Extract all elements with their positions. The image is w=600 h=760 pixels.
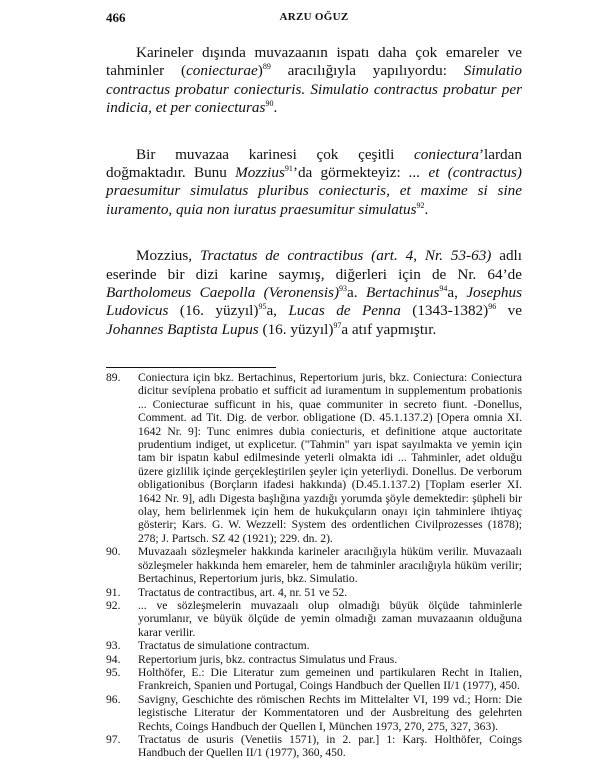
text-run: Mozzius, [136, 247, 200, 265]
footnote-number: 97. [106, 732, 121, 746]
footnote-marker[interactable]: 91 [284, 164, 293, 174]
footnote [106, 545, 522, 585]
italic-run: Mozzius [235, 164, 285, 182]
footnote-text: Holthöfer, E.: Die Literatur zum gemeinen und partikularen Recht in Italien, Frankreich, Spanien und Portugal, Coings Handbuch der Quellen II/1 (1977), 450. [138, 665, 522, 693]
italic-run: Johannes Baptista Lupus [106, 320, 259, 338]
footnote-marker[interactable]: 90 [265, 99, 274, 109]
footnote-marker[interactable]: 89 [262, 62, 271, 72]
italic-run: Bertachinus [365, 284, 440, 302]
text-run: (1343-1382) [400, 302, 489, 320]
footnote [106, 653, 522, 666]
footnote-text: ... ve sözleşmelerin muvazaalı olup olmadığı büyük ölçüde tahminlerle yorumlanır, ve büyük ölçüde de yemin olmadığı zaman muvazaanın olduğuna karar verilir. [138, 598, 522, 639]
footnote-marker[interactable]: 92 [416, 200, 425, 210]
footnote-text: Tractatus de contractibus, art. 4, nr. 51 ve 52. [138, 585, 348, 599]
footnote-number: 96. [106, 692, 121, 706]
text-run: ’lardan doğmaktadır. Bunu [106, 145, 522, 182]
text-run: ) [257, 62, 263, 80]
italic-run: ... et (contractus) praesumitur simulatus pluribus coniecturis, et maxime si sine iuramento, quia non iuratus praesumitur simulatus [106, 164, 522, 218]
footnotes [106, 371, 522, 760]
text-run: a atıf yapmıştır. [341, 320, 437, 338]
footnote-text: Tractatus de usuris (Venetiis 1571), in 2. par.] 1: Karş. Holthöfer, Coings Handbuch der Quellen II/1 (1977), 360, 450. [138, 732, 522, 760]
text-run: a, [266, 302, 289, 320]
footnote-marker[interactable]: 97 [333, 320, 342, 330]
footnote-number: 89. [106, 371, 121, 384]
paragraph [106, 247, 522, 339]
italic-run: Lucas de Penna [288, 302, 401, 320]
running-header [106, 10, 522, 28]
footnote-text: Muvazaalı sözleşmeler hakkında karineler aracılığıyla hüküm verilir. Muvazaalı sözleşmeler hakkında hem emareler, hem de tahminler aracılığıyla hüküm verilir; Bertachinus, Repertorium juris, bkz. Simulatio. [138, 545, 522, 586]
footnote-marker[interactable]: 95 [258, 302, 267, 312]
text-run: (16. yüzyıl) [168, 302, 259, 320]
footnote-number: 91. [106, 585, 121, 599]
footnote-text: Repertorium juris, bkz. contractus Simulatus und Fraus. [138, 652, 398, 666]
text-run: . [273, 99, 278, 117]
footnote [106, 666, 522, 693]
text-run: aracılığıyla yapılıyordu: [270, 62, 464, 80]
text-run: Bir muvazaa karinesi çok çeşitli [136, 145, 415, 163]
footnote-number: 90. [106, 545, 121, 559]
running-head-author: ARZU OĞUZ [279, 11, 349, 23]
text-run: ’da görmekteyiz: [292, 164, 409, 182]
paragraph [106, 146, 522, 220]
footnote [106, 371, 522, 545]
paragraph [106, 44, 522, 118]
footnote-marker[interactable]: 96 [488, 302, 497, 312]
page-number: 466 [106, 10, 126, 25]
text-run: adlı eserinde bir dizi karine saymış, diğerleri için de Nr. 64’de [106, 247, 522, 283]
text-run: . [424, 200, 429, 218]
footnote-text: Coniectura için bkz. Bertachinus, Repertorium juris, bkz. Coniectura: Coniectura dicitur sevíplena probatio et sufficit ad iuramentum in supplementum probationis ... Coniecturae sufficunt in his, quae communiter in secreto fiunt. -Donellus, Comment. ad Tit. Dig. de verbor. obligatione (D. 45.1.137.2) [Opera omnia XI. 1642 Nr. 9]: Tunc enimres dubia coniecturis, et definitione atque auctoritate prudentium indiget, ut explicetur. ("Tahmin" yarı ispat sayılmakta ve yemin için tam bir ispatın kabul edilmesinde yeterli olmakta idi ... Tahminler, adet olduğu üzere gizlilik içinde gerçekleştirilen şeyler için yeterliydi. Donellus. De verborum obligationibus (Borçların ifadesi hakkında) (D.45.1.137.2) [Toplam eserler XI. 1642 Nr. 9], adlı Digesta başlığına yazdığı yorumda şöyle demektedir: şüpheli bir olay, hem belirlenmek için hem de hukukçuların onayı için tahminlere ihtiyaç gösterir; Kars. G. W. Wezzell: System des ordentlichen Civilprozesses (1878); 278; J. Partsch. SZ 42 (1921); 229. dn. 2). [138, 371, 522, 545]
text-run: ve [496, 302, 523, 320]
italic-run: coniecturae [186, 62, 258, 80]
footnote-number: 93. [106, 639, 121, 653]
footnote-text: Tractatus de simulatione contractum. [138, 639, 310, 653]
footnote [106, 693, 522, 733]
italic-run: Simulatio contractus probatur coniecturis. Simulatio contractus probatur per indicia, et per coniecturas [106, 62, 522, 117]
text-run: a, [447, 284, 467, 302]
italic-run: Josephus Ludovicus [106, 284, 522, 320]
text-run: Karineler dışında muvazaanın ispatı daha çok emareler ve tahminler ( [106, 44, 522, 80]
footnote-number: 95. [106, 665, 121, 679]
text-run: a. [347, 284, 366, 302]
footnote [106, 639, 522, 652]
italic-run: Bartholomeus Caepolla (Veronensis) [106, 284, 340, 302]
footnote-marker[interactable]: 93 [339, 284, 348, 294]
italic-run: Tractatus de contractibus (art. 4, Nr. 53-63) [199, 247, 492, 265]
footnote [106, 586, 522, 599]
footnote-text: Savigny, Geschichte des römischen Rechts im Mittelalter VI, 199 vd.; Horn: Die legistische Literatur der Kommentatoren und der Ausbreitung des gelehrten Rechts, Coings Handbuch der Quellen I, München 1973, 270, 275, 327, 363). [138, 692, 522, 733]
footnote-separator [106, 367, 276, 368]
footnote-marker[interactable]: 94 [439, 284, 448, 294]
italic-run: coniectura [414, 145, 479, 163]
footnote [106, 599, 522, 639]
footnote [106, 733, 522, 760]
footnote-number: 92. [106, 598, 121, 612]
text-run: (16. yüzyıl) [258, 320, 334, 338]
footnote-number: 94. [106, 652, 121, 666]
main-text [106, 44, 522, 367]
